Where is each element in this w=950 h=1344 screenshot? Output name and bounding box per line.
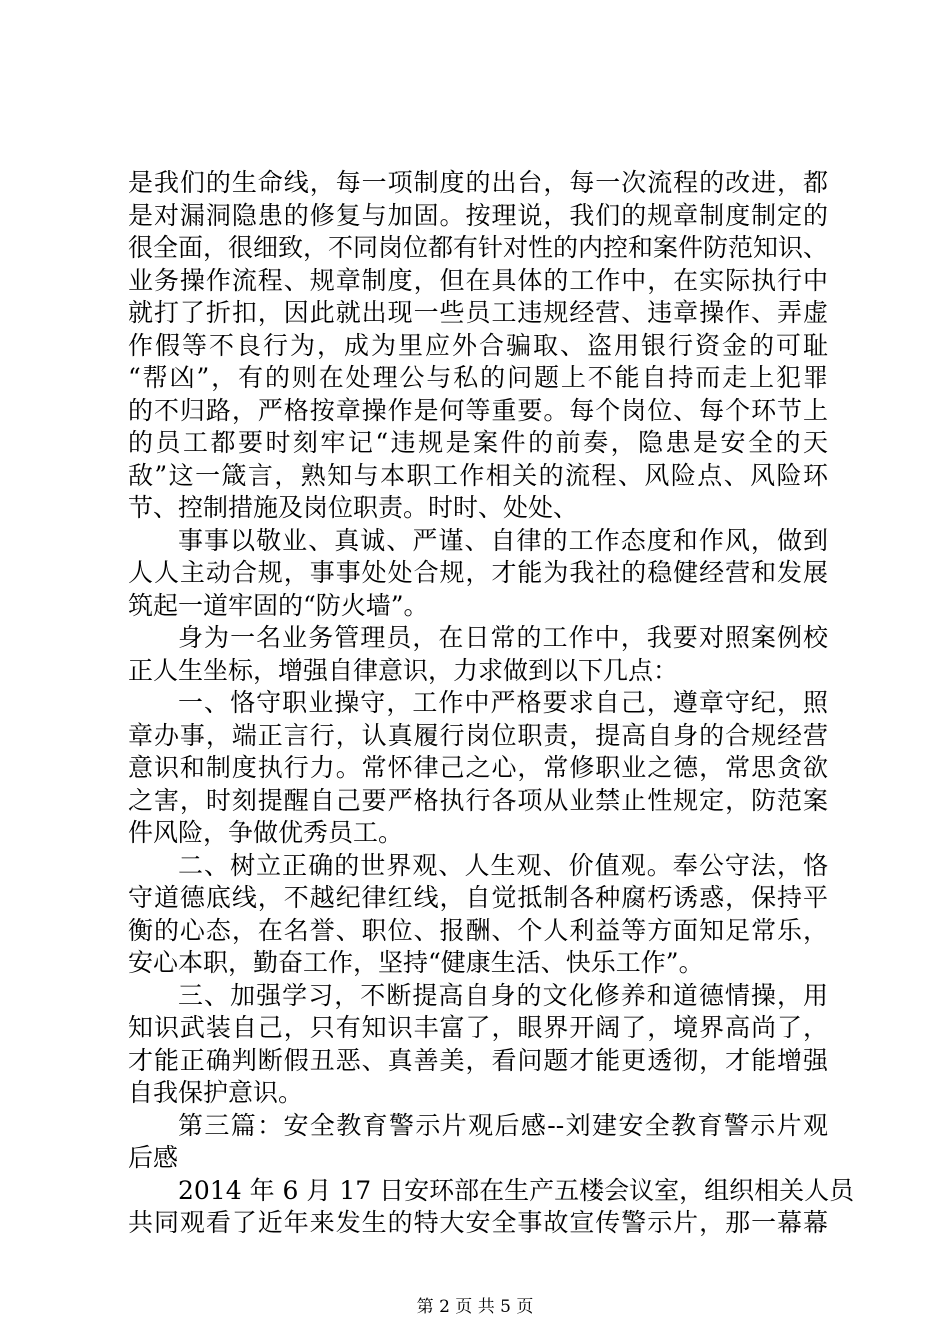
text-line: 作假等不良行为，成为里应外合骗取、盗用银行资金的可耻 — [128, 330, 828, 360]
text-line: 一、恪守职业操守，工作中严格要求自己，遵章守纪，照 — [178, 688, 828, 717]
paragraph — [128, 1175, 855, 1240]
paragraph — [128, 622, 828, 687]
text-line: 件风险，争做优秀员工。 — [128, 818, 404, 847]
text-line: 自我保护意识。 — [128, 1078, 304, 1107]
paragraph — [128, 167, 828, 525]
paragraph — [128, 850, 828, 980]
paragraph — [128, 687, 828, 850]
text-line: 知识武装自己，只有知识丰富了，眼界开阔了，境界高尚了， — [128, 1013, 828, 1042]
text-line: 事事以敬业、真诚、严谨、自律的工作态度和作风，做到 — [178, 525, 828, 555]
text-line: 意识和制度执行力。常怀律己之心，常修职业之德，常思贪欲 — [128, 753, 828, 782]
text-line: 章办事，端正言行，认真履行岗位职责，提高自身的合规经营 — [128, 720, 828, 750]
text-line: 业务操作流程、规章制度，但在具体的工作中，在实际执行中 — [128, 265, 828, 295]
text-line: 敌”这一箴言，熟知与本职工作相关的流程、风险点、风险环 — [128, 460, 828, 490]
text-line: 节、控制措施及岗位职责。时时、处处、 — [128, 493, 579, 522]
text-line: 身为一名业务管理员，在日常的工作中，我要对照案例校 — [178, 623, 828, 652]
text-line: 守道德底线，不越纪律红线，自觉抵制各种腐朽诱惑，保持平 — [128, 883, 828, 912]
text-line: 就打了折扣，因此就出现一些员工违规经营、违章操作、弄虚 — [128, 298, 828, 327]
text-line: 的员工都要时刻牢记“违规是案件的前奏，隐患是安全的天 — [128, 428, 828, 457]
paragraph — [128, 1110, 828, 1175]
text-line: 是我们的生命线，每一项制度的出台，每一次流程的改进，都 — [128, 168, 828, 197]
text-line: 衡的心态，在名誉、职位、报酬、个人利益等方面知足常乐， — [128, 915, 828, 945]
text-line: 的不归路，严格按章操作是何等重要。每个岗位、每个环节上 — [128, 395, 828, 425]
paragraph — [128, 525, 828, 623]
text-line: 很全面，很细致，不同岗位都有针对性的内控和案件防范知识、 — [128, 233, 829, 262]
text-line: 共同观看了近年来发生的特大安全事故宣传警示片，那一幕幕 — [128, 1208, 828, 1237]
text-line: “帮凶”，有的则在处理公与私的问题上不能自持而走上犯罪 — [128, 363, 828, 392]
text-line: 之害，时刻提醒自己要严格执行各项从业禁止性规定，防范案 — [128, 785, 828, 815]
text-line: 后感 — [128, 1143, 179, 1172]
text-line: 才能正确判断假丑恶、真善美，看问题才能更透彻，才能增强 — [128, 1045, 828, 1075]
text-line: 正人生坐标，增强自律意识，力求做到以下几点： — [128, 655, 679, 685]
text-line: 安心本职，勤奋工作，坚持“健康生活、快乐工作”。 — [128, 948, 704, 977]
text-line: 人人主动合规，事事处处合规，才能为我社的稳健经营和发展 — [128, 558, 828, 587]
page-footer: 第 2 页 共 5 页 — [416, 1297, 534, 1317]
text-line: 2014 年 6 月 17 日安环部在生产五楼会议室，组织相关人员 — [178, 1175, 855, 1205]
text-line: 二、树立正确的世界观、人生观、价值观。奉公守法，恪 — [178, 850, 828, 880]
text-line: 筑起一道牢固的“防火墙”。 — [128, 590, 429, 620]
text-line: 第三篇：安全教育警示片观后感--刘建安全教育警示片观 — [178, 1110, 828, 1140]
text-line: 三、加强学习，不断提高自身的文化修养和道德情操，用 — [178, 980, 828, 1010]
paragraph — [128, 980, 828, 1110]
document-body — [128, 167, 855, 1240]
text-line: 是对漏洞隐患的修复与加固。按理说，我们的规章制度制定的 — [128, 200, 828, 230]
